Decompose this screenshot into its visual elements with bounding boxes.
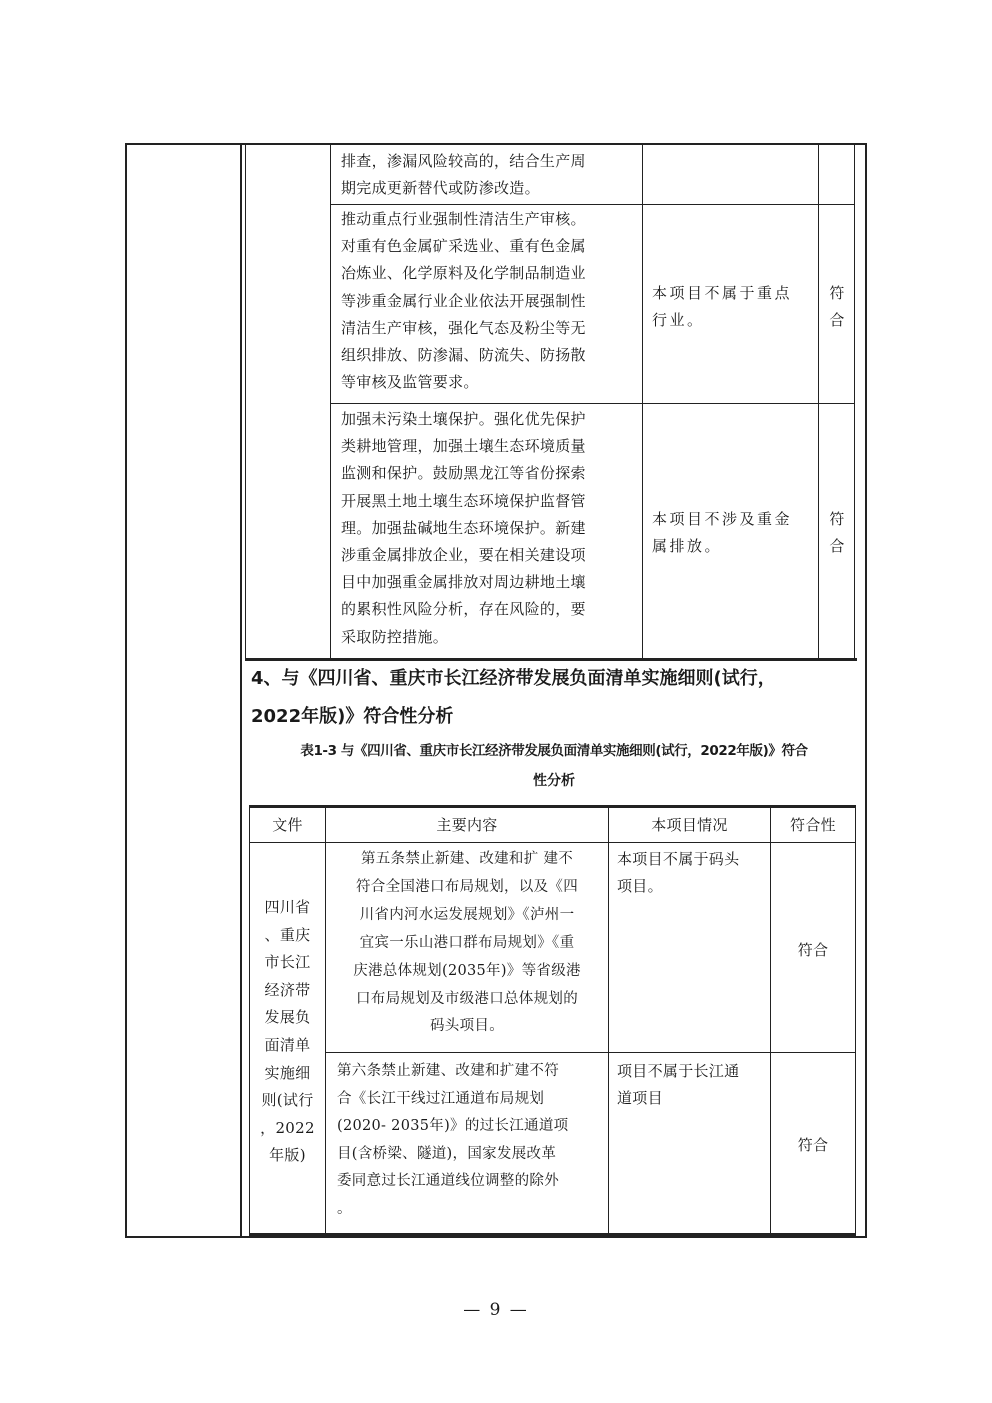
upper-row-2-content xyxy=(341,206,641,396)
text-line: 符合全国港口布局规划，以及《四 xyxy=(356,878,578,895)
text-line: 符 xyxy=(829,510,845,528)
text-line: 川省内河水运发展规划》《泸州一 xyxy=(359,906,575,923)
text-line: 开展黑土地土壤生态环境保护监督管 xyxy=(341,491,586,510)
text-line: 推动重点行业强制性清洁生产审核。 xyxy=(341,210,586,228)
text-line: 则(试行 xyxy=(261,1091,314,1110)
lower-row-2-result: 符合 xyxy=(797,1136,829,1154)
lower-table-col-divider-3 xyxy=(770,805,771,1236)
text-line: 市长江 xyxy=(264,953,311,972)
text-line: 冶炼业、化学原料及化学制品制造业 xyxy=(341,264,586,283)
text-line: 等涉重金属行业企业依法开展强制性 xyxy=(341,291,586,310)
lower-row-2-situation xyxy=(617,1058,769,1112)
text-line: 实施细 xyxy=(264,1063,311,1082)
text-line: 组织排放、防渗漏、防流失、防扬散 xyxy=(341,346,586,365)
text-line: ，2022 xyxy=(260,1118,315,1137)
text-line: 本项目不涉及重金 xyxy=(652,510,793,528)
outer-column-divider xyxy=(240,143,242,1238)
lower-table-bottom-border xyxy=(249,1233,856,1236)
header-compliance: 符合性 xyxy=(790,816,836,834)
section-heading xyxy=(251,660,861,736)
upper-row-3-result xyxy=(819,506,855,560)
text-line: 发展负 xyxy=(264,1008,311,1027)
text-line: 目中加强重金属排放对周边耕地土壤 xyxy=(341,573,586,592)
text-line: 四川省 xyxy=(264,898,311,916)
text-line: 目(含桥梁、隧道)，国家发展改革 xyxy=(337,1145,557,1162)
text-line: 经济带 xyxy=(264,980,311,999)
text-line: 理。加强盐碱地生态环境保护。新建 xyxy=(341,518,586,537)
text-line: 第五条禁止新建、改建和扩 建不 xyxy=(360,851,574,867)
text-line: 码头项目。 xyxy=(430,1018,504,1035)
caption-line: 性分析 xyxy=(533,773,575,789)
text-line: 采取防控措施。 xyxy=(341,627,449,646)
upper-table-left-border xyxy=(245,143,246,659)
text-line: 符 xyxy=(829,284,845,302)
upper-table-right-border xyxy=(854,143,855,659)
text-line: 属排放。 xyxy=(652,537,723,556)
outer-bottom-border xyxy=(125,1236,866,1238)
upper-table-col-divider-3 xyxy=(818,143,819,659)
text-line: 类耕地管理，加强土壤生态环境质量 xyxy=(341,437,586,456)
text-line: 涉重金属排放企业，要在相关建设项 xyxy=(341,546,586,565)
text-line: 项目不属于长江通 xyxy=(617,1062,740,1080)
text-line: 合《长江干线过江通道布局规划 xyxy=(337,1090,545,1107)
text-line: (2020- 2035年)》的过长江通道项 xyxy=(337,1118,569,1135)
text-line: 合 xyxy=(829,537,845,556)
lower-table-top-border xyxy=(249,805,856,808)
outer-left-border xyxy=(125,143,127,1238)
text-line: 期完成更新替代或防渗改造。 xyxy=(341,179,540,198)
outer-right-border xyxy=(865,143,867,1238)
text-line: 监测和保护。鼓励黑龙江等省份探索 xyxy=(341,464,586,483)
heading-line: 4、与《四川省、重庆市长江经济带发展负面清单实施细则(试行， xyxy=(251,668,776,689)
upper-table-top-border xyxy=(245,143,855,144)
caption-line: 表1-3 与《四川省、重庆市长江经济带发展负面清单实施细则(试行，2022年版)》符合 xyxy=(300,743,808,759)
upper-table-col-divider-2 xyxy=(642,143,643,659)
text-line: 对重有色金属矿采选业、重有色金属 xyxy=(341,237,586,256)
lower-table-col-divider-2 xyxy=(608,805,609,1236)
text-line: 项目。 xyxy=(617,877,663,896)
file-name-cell xyxy=(250,894,325,1170)
text-line: 面清单 xyxy=(264,1035,311,1054)
text-line: 年版) xyxy=(269,1146,306,1165)
text-line: 口布局规划及市级港口总体规划的 xyxy=(356,990,578,1007)
header-file: 文件 xyxy=(272,816,303,834)
text-line: 庆港总体规划(2035年)》等省级港 xyxy=(353,962,581,979)
text-line: 行业。 xyxy=(652,311,705,330)
lower-row-1-result: 符合 xyxy=(797,941,829,959)
lower-table-col-divider-1 xyxy=(325,805,326,1236)
upper-table-row-divider-2 xyxy=(330,403,855,404)
table-caption xyxy=(246,736,862,796)
upper-row-1-content xyxy=(341,148,641,202)
header-project-situation: 本项目情况 xyxy=(651,816,728,834)
text-line: 清洁生产审核，强化气态及粉尘等无 xyxy=(341,318,586,337)
text-line: 第六条禁止新建、改建和扩建不符 xyxy=(337,1063,559,1079)
header-main-content: 主要内容 xyxy=(436,816,498,834)
text-line: 。 xyxy=(337,1200,352,1217)
text-line: 等审核及监管要求。 xyxy=(341,373,479,392)
text-line: 排查，渗漏风险较高的，结合生产周 xyxy=(341,152,586,170)
upper-table-col-divider-1 xyxy=(330,143,331,659)
text-line: 合 xyxy=(829,311,845,330)
text-line: 宜宾一乐山港口群布局规划》《重 xyxy=(359,934,575,951)
text-line: 、重庆 xyxy=(264,925,311,944)
heading-line: 2022年版)》符合性分析 xyxy=(251,706,454,727)
page-number: — 9 — xyxy=(463,1300,529,1320)
text-line: 的累积性风险分析，存在风险的，要 xyxy=(341,600,586,619)
lower-row-2-content xyxy=(337,1058,607,1224)
text-line: 加强未污染土壤保护。强化优先保护 xyxy=(341,410,586,428)
upper-row-3-situation xyxy=(652,506,817,560)
upper-row-2-result xyxy=(819,280,855,334)
lower-row-1-situation xyxy=(617,846,769,900)
lower-table-row-divider xyxy=(325,1052,855,1053)
upper-row-2-situation xyxy=(652,280,817,334)
text-line: 本项目不属于码头 xyxy=(617,850,740,868)
text-line: 本项目不属于重点 xyxy=(652,284,793,302)
text-line: 道项目 xyxy=(617,1089,663,1108)
upper-row-3-content xyxy=(341,406,641,651)
text-line: 委同意过长江通道线位调整的除外 xyxy=(337,1173,559,1190)
upper-table-row-divider-1 xyxy=(330,204,855,205)
lower-table-right-border xyxy=(855,805,856,1236)
lower-table-header-divider xyxy=(249,842,856,843)
lower-row-1-content xyxy=(328,846,606,1041)
